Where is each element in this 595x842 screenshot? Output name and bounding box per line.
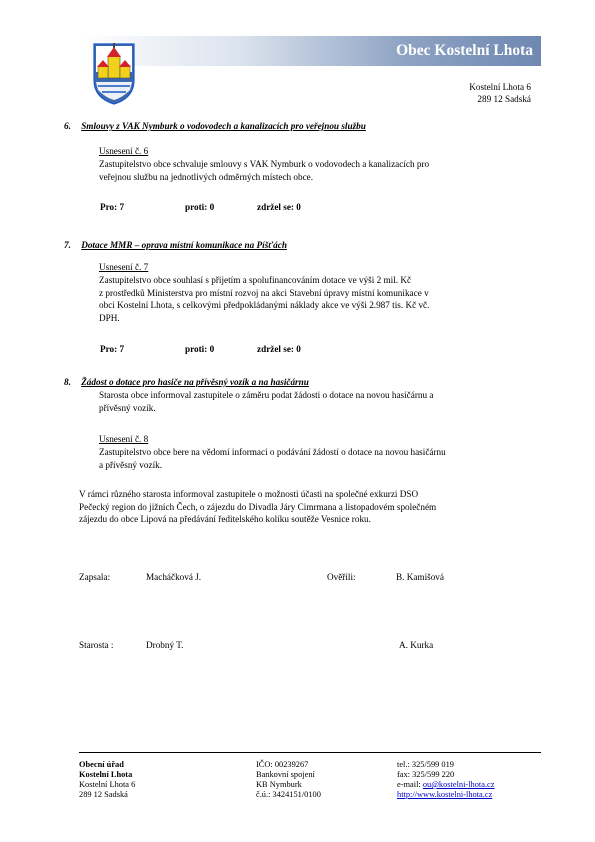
footer-phone: tel.: 325/599 019 xyxy=(397,760,454,769)
footer-divider xyxy=(79,752,541,753)
resolution-label: Usnesení č. 8 xyxy=(99,434,149,444)
section-title: Dotace MMR – oprava místní komunikace na Píšťách xyxy=(81,240,287,250)
footer-office-name: Obecní úřad xyxy=(79,760,124,769)
votes-abstain: zdržel se: 0 xyxy=(257,202,301,212)
votes-against: proti: 0 xyxy=(185,202,215,212)
text-line: zájezdu do obce Lipová na předávání ředitelského kolíku soutěže Vesnice roku. xyxy=(79,514,371,525)
footer-office-postal: 289 12 Sadská xyxy=(79,790,128,799)
footer-website-link[interactable]: http://www.kostelni-lhota.cz xyxy=(397,790,493,799)
text-line: Pečecký region do jižních Čech, o zájezdu do Divadla Járy Cimrmana a listopadovém společném xyxy=(79,501,437,512)
text-line: obci Kostelní Lhota, s celkovými předpokládanými náklady akce ve výši 2.987 tis. Kč vč. xyxy=(99,300,430,311)
text-line: přívěsný vozík. xyxy=(99,402,156,413)
text-line: DPH. xyxy=(99,312,120,323)
votes-against: proti: 0 xyxy=(185,344,215,354)
text-line: z prostředků Ministerstva pro místní rozvoj na akci Stavební úpravy místní komunikace v xyxy=(99,287,429,298)
section-6-heading xyxy=(64,121,366,131)
votes-for: Pro: 7 xyxy=(100,202,125,212)
second-verifier-name: A. Kurka xyxy=(399,640,434,650)
footer-bank-name: KB Nymburk xyxy=(256,780,302,789)
text-line: a přívěsný vozík. xyxy=(99,459,163,470)
footer-office-town: Kostelní Lhota xyxy=(79,770,133,779)
votes-for: Pro: 7 xyxy=(100,344,125,354)
recorder-name: Macháčková J. xyxy=(146,572,202,582)
verifiers-label: Ověřili: xyxy=(327,572,356,582)
footer-email-label: e-mail: xyxy=(397,780,423,789)
section-7-heading xyxy=(64,240,287,250)
footer-bank-label: Bankovní spojení xyxy=(256,770,315,779)
coat-of-arms-logo xyxy=(92,42,136,106)
verifier-name: B. Kamišová xyxy=(396,572,444,582)
text-line: Zastupitelstvo obce souhlasí s přijetím a spolufinancováním dotace ve výši 2 mil. Kč xyxy=(99,275,412,285)
text-line: Zastupitelstvo obce bere na vědomí informaci o podávání žádostí o dotace na novou hasičárnu xyxy=(99,447,446,457)
votes-abstain: zdržel se: 0 xyxy=(257,344,301,354)
header-banner xyxy=(79,36,541,66)
closing-paragraph xyxy=(79,488,539,526)
municipality-title: Obec Kostelní Lhota xyxy=(396,42,533,59)
footer-fax: fax: 325/599 220 xyxy=(397,770,455,779)
address-line-street: Kostelní Lhota 6 xyxy=(469,82,531,92)
section-title: Smlouvy z VAK Nymburk o vodovodech a kanalizacích pro veřejnou službu xyxy=(81,121,366,131)
mayor-label: Starosta : xyxy=(79,640,114,650)
text-line: Starosta obce informoval zastupitele o záměru podat žádosti o dotace na novou hasičárnu a xyxy=(99,390,434,400)
footer-office xyxy=(79,760,135,800)
footer-email-row xyxy=(397,780,494,790)
recorder-label: Zapsala: xyxy=(79,572,111,582)
section-number: 8. xyxy=(64,377,71,387)
footer-email-link[interactable]: ou@kostelni-lhota.cz xyxy=(422,780,495,789)
text-line: Zastupitelstvo obce schvaluje smlouvy s VAK Nymburk o vodovodech a kanalizacích pro xyxy=(99,159,430,169)
section-8-heading xyxy=(64,377,309,387)
mayor-name: Drobný T. xyxy=(146,640,184,650)
section-number: 6. xyxy=(64,121,71,131)
resolution-label: Usnesení č. 7 xyxy=(99,262,149,272)
vote-result xyxy=(100,344,301,354)
resolution-text xyxy=(99,446,539,471)
text-line: V rámci různého starosta informoval zastupitele o možnosti účasti na společné exkurzi DSO xyxy=(79,489,419,499)
address-line-city: 289 12 Sadská xyxy=(477,94,531,104)
resolution-label: Usnesení č. 6 xyxy=(99,146,149,156)
footer-ico: IČO: 00239267 xyxy=(256,760,309,769)
footer-bank xyxy=(256,760,321,800)
vote-result xyxy=(100,202,301,212)
footer-contact xyxy=(397,760,494,800)
footer-account: č.ú.: 3424151/0100 xyxy=(256,790,321,799)
section-intro xyxy=(99,389,539,414)
resolution-text xyxy=(99,158,535,183)
footer-office-street: Kostelní Lhota 6 xyxy=(79,780,136,789)
resolution-text xyxy=(99,274,539,324)
section-title: Žádost o dotace pro hasiče na přívěsný vozík a na hasičárnu xyxy=(81,377,309,387)
section-number: 7. xyxy=(64,240,71,250)
text-line: veřejnou službu na jednotlivých odměrných místech obce. xyxy=(99,171,314,182)
